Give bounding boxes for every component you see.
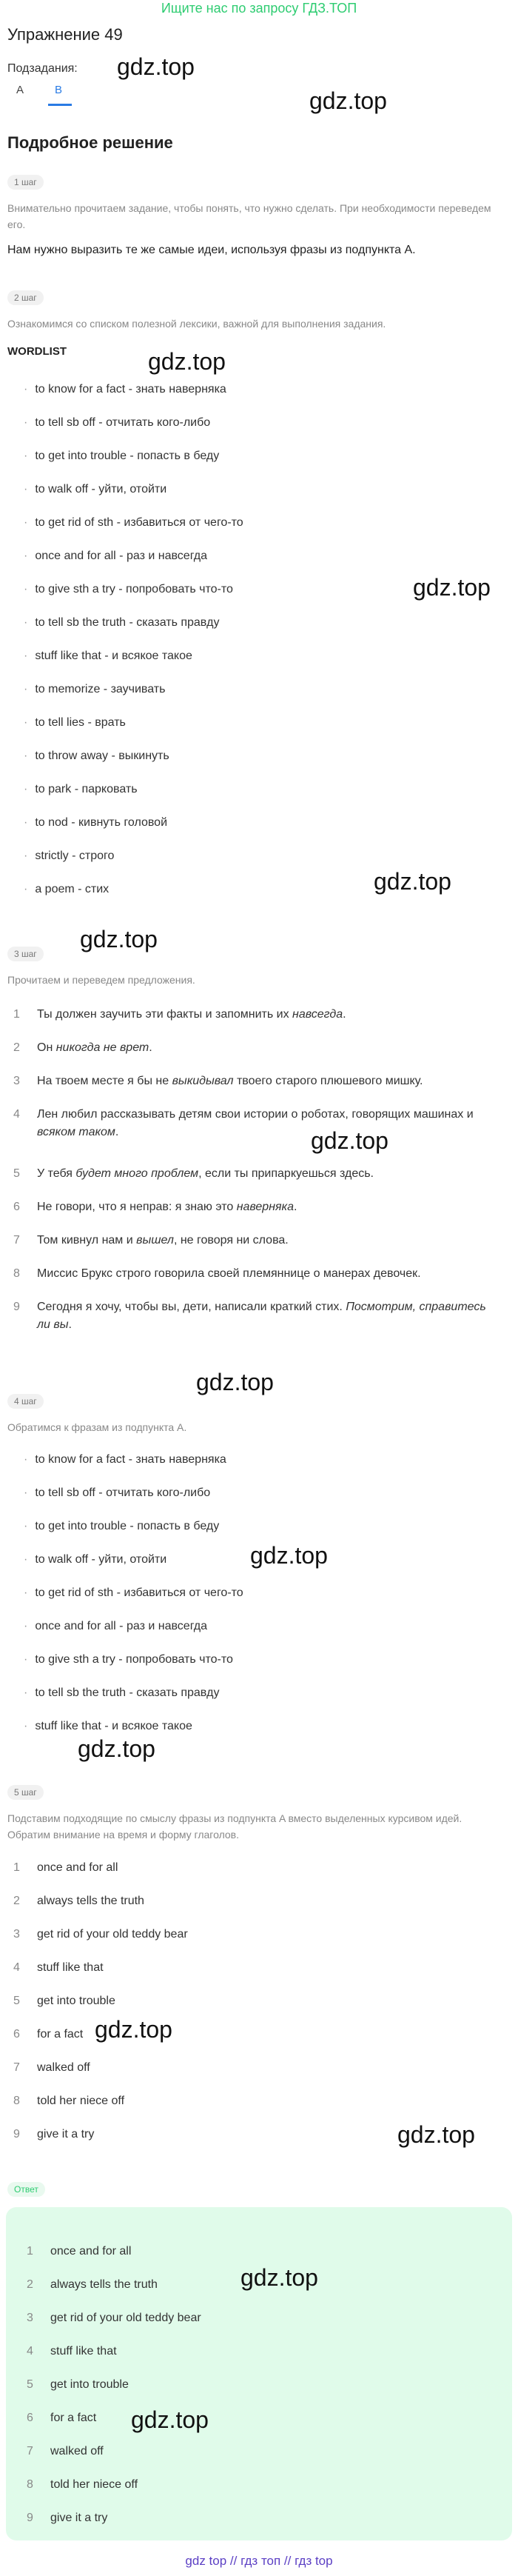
wordlist-heading: WORDLIST: [7, 345, 67, 358]
answer-item: 6 for a fact: [13, 2028, 84, 2041]
final-answer-item: 1 once and for all: [27, 2245, 132, 2258]
step-badge-4: 4 шаг: [7, 1394, 44, 1409]
step-1-intro: Внимательно прочитаем задание, чтобы понять, что нужно сделать. При необходимости переведем его.: [7, 202, 491, 230]
watermark: gdz.top: [131, 2406, 209, 2433]
final-answer-item: 3 get rid of your old teddy bear: [27, 2312, 201, 2324]
watermark: gdz.top: [374, 868, 451, 895]
wordlist-item: · to give sth a try - попробовать что-то: [24, 583, 233, 595]
wordlist-item: · to park - парковать: [24, 783, 138, 795]
answer-item: 1 once and for all: [13, 1861, 118, 1874]
answer-item: 9 give it a try: [13, 2128, 95, 2140]
sentence-item: 1 Ты должен заучить эти факты и запомнить их навсегда.: [13, 1008, 346, 1021]
section-title: Подробное решение: [7, 133, 173, 152]
watermark: gdz.top: [309, 87, 387, 114]
watermark: gdz.top: [397, 2121, 475, 2148]
final-answer-item: 2 always tells the truth: [27, 2278, 158, 2291]
sentence-item: 3 На твоем месте я бы не выкидывал твоего старого плюшевого мишку.: [13, 1075, 423, 1087]
phrase-item: · to get into trouble - попасть в беду: [24, 1520, 220, 1532]
phrase-item: · to give sth a try - попробовать что-то: [24, 1653, 233, 1666]
watermark: gdz.top: [413, 574, 491, 601]
answer-item: 3 get rid of your old teddy bear: [13, 1928, 188, 1941]
wordlist-item: · strictly - строго: [24, 850, 115, 862]
sentence-item: 2 Он никогда не врет.: [13, 1041, 152, 1054]
wordlist-item: · to tell lies - врать: [24, 716, 126, 729]
answer-item: 5 get into trouble: [13, 1995, 115, 2007]
watermark: gdz.top: [250, 1542, 328, 1569]
sentence-item: 5 У тебя будет много проблем, если ты припаркуешься здесь.: [13, 1167, 374, 1180]
watermark: gdz.top: [240, 2264, 318, 2291]
answer-badge: Ответ: [7, 2182, 45, 2197]
wordlist-item: · to get into trouble - попасть в беду: [24, 450, 220, 462]
watermark: gdz.top: [80, 926, 158, 952]
step-badge-3: 3 шаг: [7, 947, 44, 961]
wordlist-item: · stuff like that - и всякое такое: [24, 650, 192, 662]
wordlist-item: · to know for a fact - знать наверняка: [24, 383, 226, 396]
final-answer-item: 7 walked off: [27, 2445, 104, 2457]
wordlist-item: · to tell sb the truth - сказать правду: [24, 616, 220, 629]
sentence-item: 6 Не говори, что я неправ: я знаю это наверняка.: [13, 1201, 297, 1213]
page-title: Упражнение 49: [7, 25, 123, 44]
step-1-text: Нам нужно выразить те же самые идеи, используя фразы из подпункта A.: [7, 244, 416, 256]
watermark: gdz.top: [196, 1369, 274, 1395]
final-answer-item: 5 get into trouble: [27, 2378, 129, 2391]
step-badge-1: 1 шаг: [7, 175, 44, 190]
final-answer-item: 8 told her niece off: [27, 2478, 138, 2491]
phrase-item: · to tell sb the truth - сказать правду: [24, 1686, 220, 1699]
phrase-item: · once and for all - раз и навсегда: [24, 1620, 208, 1632]
answer-item: 2 always tells the truth: [13, 1895, 144, 1907]
phrase-item: · to walk off - уйти, отойти: [24, 1553, 167, 1566]
watermark: gdz.top: [311, 1127, 388, 1154]
subtasks-label: Подзадания:: [7, 62, 78, 75]
wordlist-item: · to memorize - заучивать: [24, 683, 166, 695]
tab-b[interactable]: B: [55, 84, 63, 96]
wordlist-item: · to throw away - выкинуть: [24, 750, 169, 762]
watermark: gdz.top: [78, 1735, 155, 1762]
sentence-item: 4 Лен любил рассказывать детям свои истории о роботах, говорящих машинах и всяком таком.: [13, 1108, 474, 1138]
step-4-intro: Обратимся к фразам из подпункта A.: [7, 1421, 187, 1433]
sentence-item: 8 Миссис Брукс строго говорила своей племяннице о манерах девочек.: [13, 1267, 421, 1280]
phrase-item: · to tell sb off - отчитать кого-либо: [24, 1486, 211, 1499]
answer-item: 7 walked off: [13, 2061, 90, 2074]
wordlist-item: · to nod - кивнуть головой: [24, 816, 168, 829]
promo-banner[interactable]: Ищите нас по запросу ГДЗ.ТОП: [161, 1, 357, 16]
watermark: gdz.top: [117, 53, 195, 80]
answer-item: 4 stuff like that: [13, 1961, 104, 1974]
wordlist-item: · a poem - стих: [24, 883, 110, 895]
final-answer-item: 4 stuff like that: [27, 2345, 117, 2358]
phrase-item: · to know for a fact - знать наверняка: [24, 1453, 226, 1466]
phrase-item: · stuff like that - и всякое такое: [24, 1720, 192, 1732]
active-tab-indicator: [48, 104, 72, 106]
sentence-item: 7 Том кивнул нам и вышел, не говоря ни слова.: [13, 1234, 289, 1247]
answer-item: 8 told her niece off: [13, 2095, 125, 2107]
step-3-intro: Прочитаем и переведем предложения.: [7, 974, 195, 986]
wordlist-item: · to tell sb off - отчитать кого-либо: [24, 416, 211, 429]
final-answer-item: 6 for a fact: [27, 2412, 97, 2424]
wordlist-item: · once and for all - раз и навсегда: [24, 550, 208, 562]
tab-a[interactable]: A: [16, 84, 24, 96]
wordlist-item: · to walk off - уйти, отойти: [24, 483, 167, 495]
wordlist-item: · to get rid of sth - избавиться от чего-то: [24, 516, 243, 529]
step-badge-5: 5 шаг: [7, 1785, 44, 1800]
footer-links[interactable]: gdz top // гдз топ // гдз top: [185, 2554, 333, 2568]
watermark: gdz.top: [95, 2016, 172, 2043]
watermark: gdz.top: [148, 348, 226, 375]
sentence-item: 9 Сегодня я хочу, чтобы вы, дети, написали краткий стих. Посмотрим, справитесь ли вы.: [13, 1301, 486, 1331]
phrase-item: · to get rid of sth - избавиться от чего-то: [24, 1586, 243, 1599]
final-answer-item: 9 give it a try: [27, 2512, 108, 2524]
step-2-intro: Ознакомимся со списком полезной лексики, важной для выполнения задания.: [7, 318, 386, 330]
step-5-intro: Подставим подходящие по смыслу фразы из подпункта A вместо выделенных курсивом идей. Обратим внимание на время и форму глаголов.: [7, 1812, 462, 1841]
step-badge-2: 2 шаг: [7, 290, 44, 305]
